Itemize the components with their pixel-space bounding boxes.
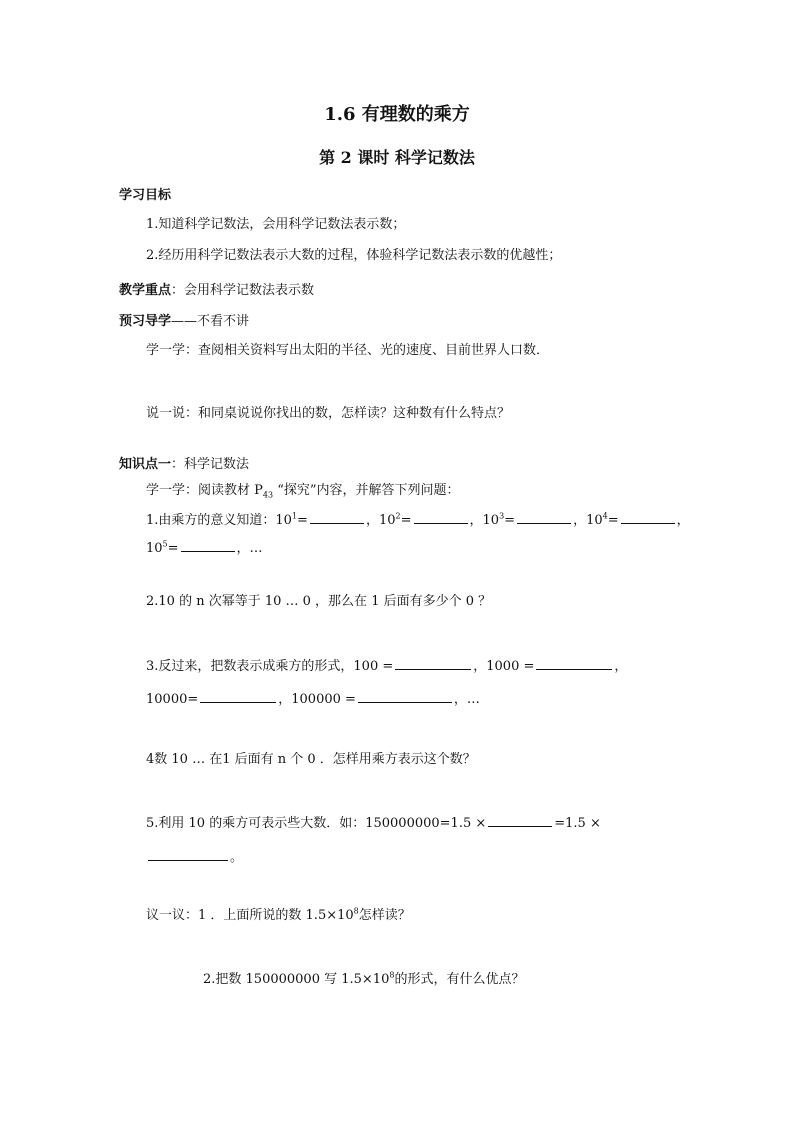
q3-blank-2[interactable] (536, 657, 612, 670)
q3-blank-3[interactable] (200, 690, 276, 703)
focus-line (119, 282, 314, 300)
page-subtitle: 第 2 课时 科学记数法 (319, 148, 475, 167)
q1-eq-5: = (167, 541, 179, 556)
d2-exp: 8 (389, 970, 395, 980)
q1-exp-3: 3 (499, 511, 505, 521)
q1-eq-1: = (297, 513, 308, 528)
preview-talk: 说一说：和同桌说说你找出的数，怎样读？这种数有什么特点？ (146, 406, 511, 421)
q5-prefix: 5.利用 10 的乘方可表示些大数．如：150000000=1.5 × (146, 816, 487, 831)
read-page-sub: 43 (262, 490, 274, 500)
question-5 (146, 814, 601, 833)
q1-comma-3: ， (573, 513, 587, 528)
q1-blank-5[interactable] (181, 539, 235, 552)
focus-text: ：会用科学记数法表示数 (171, 283, 315, 298)
q1-exp-2: 2 (395, 511, 401, 521)
question-1 (146, 511, 690, 530)
q1-blank-1[interactable] (310, 511, 364, 524)
q3-prefix: 3.反过来，把数表示成乘方的形式，100 = (146, 659, 394, 674)
preview-suffix: ——不看不讲 (171, 314, 250, 329)
goal-item-2: 2.经历用科学记数法表示大数的过程，体验科学记数法表示数的优越性； (146, 248, 562, 263)
d2-prefix: 2.把数 150000000 写 1.5×10 (203, 972, 390, 987)
point1-suffix: ：科学记数法 (171, 457, 250, 472)
d1-prefix: 议一议：1 ．上面所说的数 1.5×10 (146, 908, 354, 923)
preview-heading (119, 313, 249, 331)
q1-exp-4: 4 (602, 511, 608, 521)
point1-label: 知识点一 (119, 457, 172, 472)
q3-end: ，… (453, 692, 480, 707)
q1-base-2: 10 (378, 513, 396, 528)
q1-exp-5: 5 (162, 539, 168, 549)
q1-eq-2: = (400, 513, 412, 528)
question-2: 2.10 的 n 次幂等于 10 … 0 ，那么在 1 后面有多少个 0 ？ (146, 594, 492, 609)
q5-blank-2[interactable] (148, 848, 228, 861)
read-suffix: “探究”内容，并解答下列问题： (273, 483, 460, 498)
discuss-1 (146, 907, 411, 925)
q1-comma-4: ， (676, 513, 690, 528)
q3-l2b: ，100000 = (278, 692, 356, 707)
q5-end: 。 (230, 850, 244, 865)
q5-blank-1[interactable] (488, 814, 552, 827)
q1-base-3: 10 (482, 513, 500, 528)
q5-mid: =1.5 × (554, 816, 601, 831)
preview-label: 预习导学 (119, 314, 172, 329)
q1-eq-4: = (607, 513, 619, 528)
q1-blank-4[interactable] (621, 511, 675, 524)
d1-exp: 8 (353, 906, 359, 916)
q3-blank-4[interactable] (358, 690, 452, 703)
point1-heading (119, 456, 249, 474)
goal-item-1: 1.知道科学记数法，会用科学记数法表示数； (146, 217, 406, 232)
d2-suffix: 的形式，有什么优点？ (394, 972, 525, 987)
q1-comma-2: ， (469, 513, 483, 528)
q1-exp-1: 1 (291, 511, 298, 521)
q1-base-4: 10 (586, 513, 603, 528)
focus-label: 教学重点 (119, 283, 172, 298)
goals-heading: 学习目标 (119, 188, 172, 203)
q1-blank-2[interactable] (414, 511, 468, 524)
question-4: 4数 10 … 在1 后面有 n 个 0 ．怎样用乘方表示这个数？ (146, 752, 476, 767)
question-1-cont (146, 539, 263, 558)
discuss-2 (203, 971, 524, 989)
q3-mid: ，1000 = (473, 659, 535, 674)
q3-blank-1[interactable] (395, 657, 471, 670)
question-5-cont (146, 848, 243, 867)
q1-blank-3[interactable] (517, 511, 571, 524)
q1-comma-1: ， (365, 513, 379, 528)
d1-suffix: 怎样读？ (358, 908, 411, 923)
read-prefix: 学一学：阅读教材 P (146, 483, 263, 498)
page-title: 1.6 有理数的乘方 (324, 104, 470, 125)
q1-eq-3: = (504, 513, 516, 528)
q1-base-1: 10 (275, 513, 292, 528)
q3-comma: ， (614, 659, 628, 674)
point1-read (146, 482, 460, 500)
q3-l2a: 10000= (146, 692, 199, 707)
preview-study: 学一学：查阅相关资料写出太阳的半径、光的速度、目前世界人口数． (146, 343, 550, 358)
q1-ellipsis: ，… (236, 541, 263, 556)
q1-prefix: 1.由乘方的意义知道： (146, 513, 276, 528)
q1-base-5: 10 (146, 541, 163, 556)
question-3 (146, 657, 627, 676)
question-3-cont (146, 690, 480, 709)
